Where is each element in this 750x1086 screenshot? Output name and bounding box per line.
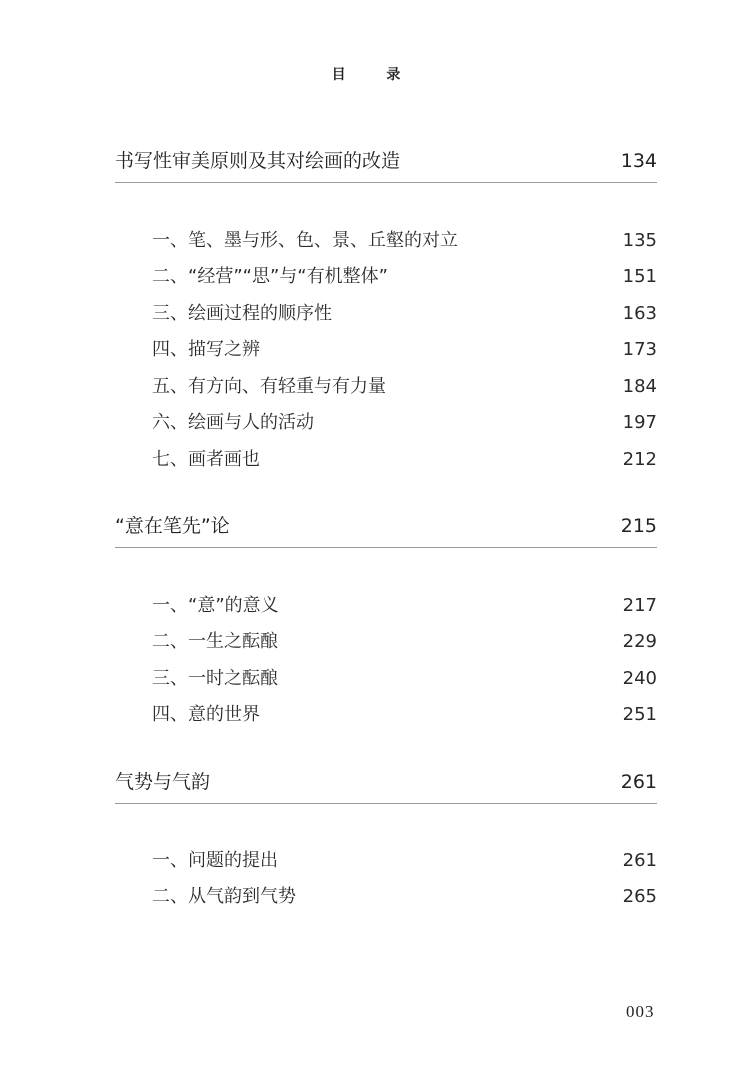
chapter-2 bbox=[115, 511, 657, 548]
entry-page-number: 265 bbox=[622, 886, 657, 907]
toc-entry[interactable] bbox=[152, 226, 657, 252]
entry-title: 五、有方向、有轻重与有力量 bbox=[152, 376, 386, 397]
chapter-divider bbox=[115, 547, 657, 548]
chapter-title: “意在笔先”论 bbox=[115, 515, 230, 537]
entry-title: 二、从气韵到气势 bbox=[152, 886, 296, 907]
toc-entry[interactable] bbox=[152, 335, 657, 361]
entry-title: 六、绘画与人的活动 bbox=[152, 412, 314, 433]
entry-page-number: 135 bbox=[622, 230, 657, 251]
toc-entry[interactable] bbox=[152, 445, 657, 471]
toc-entry[interactable] bbox=[152, 846, 657, 872]
chapter-divider bbox=[115, 182, 657, 183]
toc-entry[interactable] bbox=[152, 299, 657, 325]
chapter-page-number: 215 bbox=[620, 515, 657, 537]
chapter-title: 气势与气韵 bbox=[115, 771, 211, 793]
toc-entry[interactable] bbox=[152, 664, 657, 690]
entry-page-number: 251 bbox=[622, 704, 657, 725]
entry-page-number: 197 bbox=[622, 412, 657, 433]
chapter-row[interactable] bbox=[115, 511, 657, 547]
entry-title: 一、问题的提出 bbox=[152, 850, 278, 871]
chapter-row[interactable] bbox=[115, 146, 657, 182]
entry-title: 四、意的世界 bbox=[152, 704, 260, 725]
toc-entry[interactable] bbox=[152, 627, 657, 653]
entry-title: 二、一生之酝酿 bbox=[152, 631, 278, 652]
toc-entry[interactable] bbox=[152, 408, 657, 434]
toc-entry[interactable] bbox=[152, 882, 657, 908]
entry-page-number: 184 bbox=[622, 376, 657, 397]
chapter-row[interactable] bbox=[115, 767, 657, 803]
chapter-page-number: 261 bbox=[620, 771, 657, 793]
entry-page-number: 229 bbox=[622, 631, 657, 652]
entry-title: 三、绘画过程的顺序性 bbox=[152, 303, 332, 324]
toc-entry[interactable] bbox=[152, 591, 657, 617]
chapter-page-number: 134 bbox=[620, 150, 657, 172]
chapter-title: 书写性审美原则及其对绘画的改造 bbox=[115, 150, 401, 172]
entry-page-number: 217 bbox=[622, 595, 657, 616]
entry-title: 一、笔、墨与形、色、景、丘壑的对立 bbox=[152, 230, 458, 251]
chapter-1 bbox=[115, 146, 657, 183]
page-number-footer: 003 bbox=[626, 1002, 655, 1021]
page-heading: 目 录 bbox=[331, 67, 419, 83]
entry-title: 四、描写之辨 bbox=[152, 339, 260, 360]
toc-entry[interactable] bbox=[152, 700, 657, 726]
entry-page-number: 163 bbox=[622, 303, 657, 324]
entry-page-number: 261 bbox=[622, 850, 657, 871]
entry-page-number: 151 bbox=[622, 266, 657, 287]
toc-entry[interactable] bbox=[152, 262, 657, 288]
entry-title: 七、画者画也 bbox=[152, 449, 260, 470]
entry-title: 二、“经营”“思”与“有机整体” bbox=[152, 266, 388, 287]
toc-entry[interactable] bbox=[152, 372, 657, 398]
entry-title: 三、一时之酝酿 bbox=[152, 668, 278, 689]
chapter-divider bbox=[115, 803, 657, 804]
entry-page-number: 173 bbox=[622, 339, 657, 360]
entry-page-number: 212 bbox=[622, 449, 657, 470]
entry-title: 一、“意”的意义 bbox=[152, 595, 279, 616]
entry-page-number: 240 bbox=[622, 668, 657, 689]
chapter-3 bbox=[115, 767, 657, 804]
